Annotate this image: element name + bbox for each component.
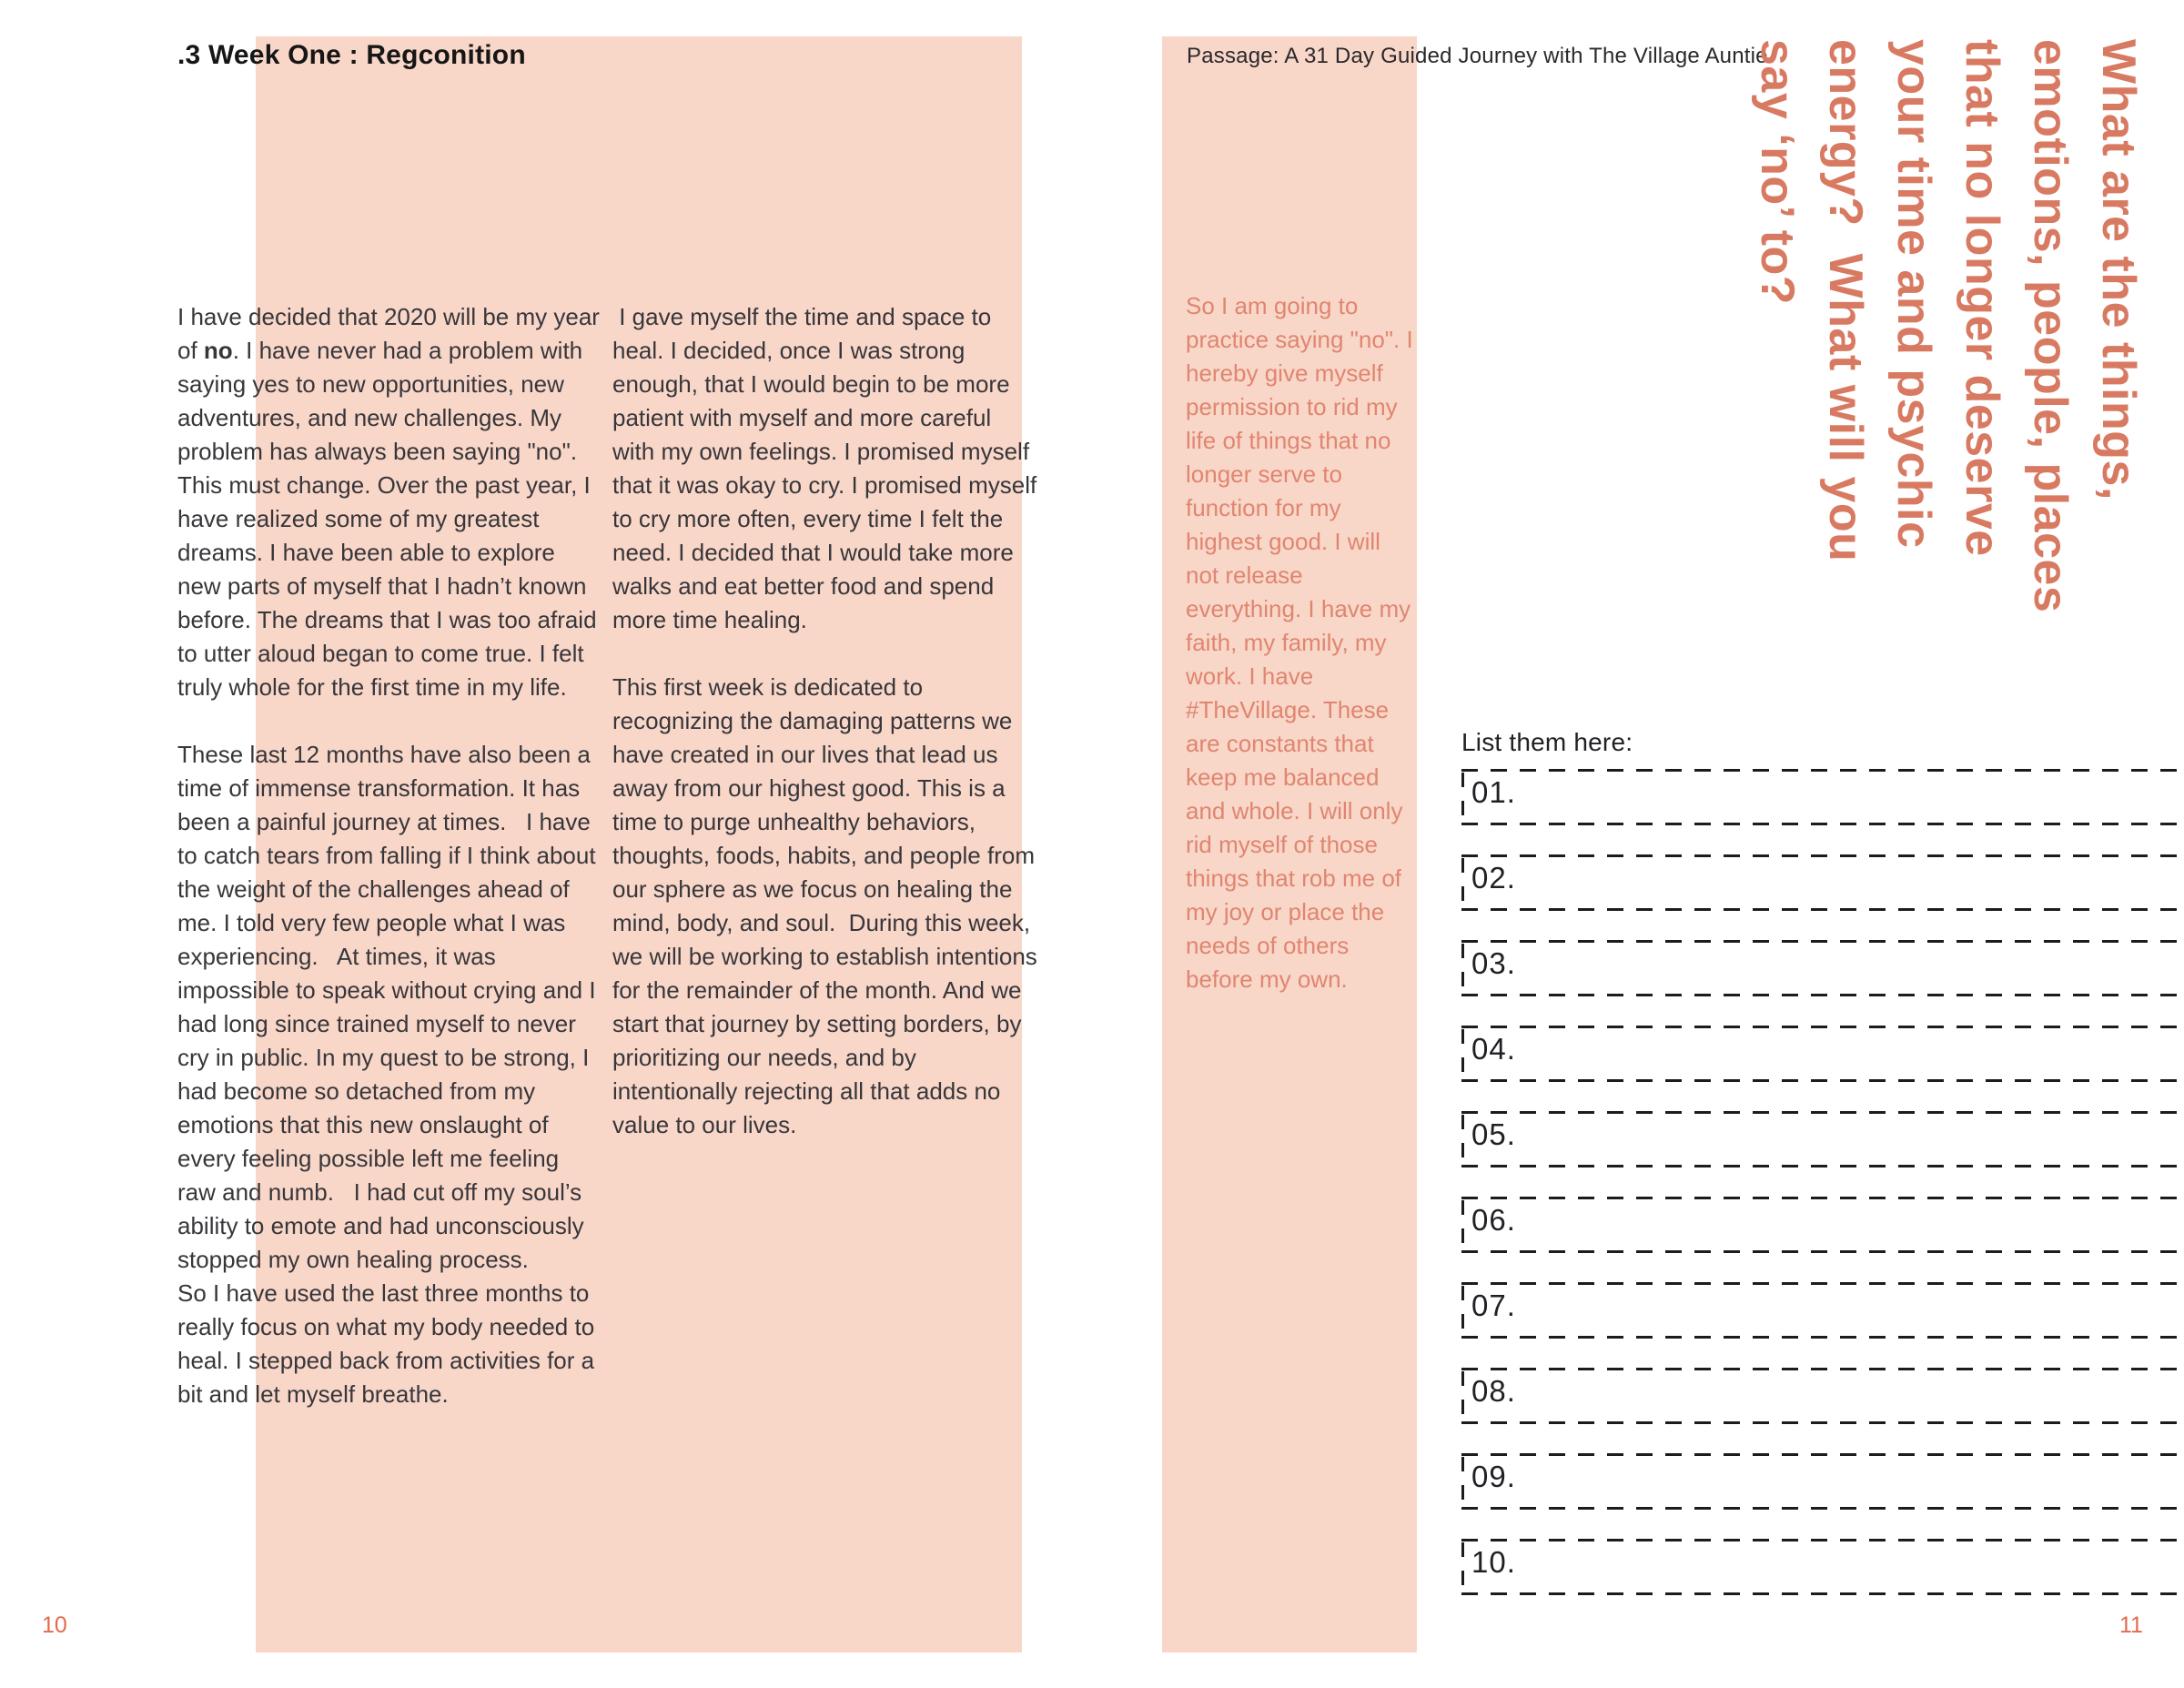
left-dash [1461,1542,1464,1592]
sidebar-note: So I am going to practice saying "no". I hereby give myself permission to rid my life of things that no longer serve to function for my highest good. I will not release everything. I have my faith, my family, my work. I have #TheVillage. These are constants that keep me balanced and whole. I will only rid myself of those things that rob me of my joy or place the needs of others before my own. [1186,292,1420,993]
list-item [1461,1368,2184,1424]
list-item-number: 01. [1471,775,1516,809]
rotated-question-heading [1741,39,2152,676]
list-item-number: 10. [1471,1545,1516,1579]
left-dash [1461,773,1464,822]
question-line: that no longer deserve [1956,39,2008,557]
page-number-right: 11 [2119,1612,2143,1638]
paragraph-5: This first week is dedicated to recognizing the damaging patterns we have created in our lives that lead us away from our highest good. This is a time to purge unhealthy behaviors, thoughts, foods, habits, and people from our sphere as we focus on healing the mind, body, and soul. During this week, we will be working to establish intentions for the remainder of the month. And we start that journey by setting borders, by prioritizing our needs, and by intentionally rejecting all that adds no value to our lives. [612,673,1045,1138]
question-line: your time and psychic [1887,39,1940,549]
list-item-number: 03. [1471,946,1516,980]
response-list [1461,769,2184,1624]
list-item [1461,1453,2184,1510]
question-line: What are the things, [2092,39,2145,500]
paragraph-1 [177,300,607,704]
right-page-header: Passage: A 31 Day Guided Journey with The Village Auntie [1187,44,1768,68]
bold-no: no [203,337,233,364]
list-item-number: 02. [1471,861,1516,895]
list-item-number: 05. [1471,1117,1516,1151]
left-dash [1461,1457,1464,1506]
question-line: emotions, people, places [2024,39,2077,613]
list-item [1461,1539,2184,1595]
question-line: energy? What will you [1819,39,1872,562]
left-dash [1461,1115,1464,1164]
left-column-1 [177,300,607,1411]
paragraph-1-rest: . I have never had a problem with saying yes to new opportunities, new adventures, and new challenges. My problem has always been saying "no". This must change. Over the past year, I have realized some of my greatest dreams. I have been able to explore new parts of myself that I hadn’t known before. The dreams that I was too afraid to utter aloud began to come true. I felt truly whole for the first time in my life. [177,337,603,701]
left-page-header: .3 Week One : Regconition [177,40,526,70]
paragraph-4: I gave myself the time and space to heal. I decided, once I was strong enough, that I would begin to be more patient with myself and more careful with my own feelings. I promised myself that it was okay to cry. I promised myself to cry more often, every time I felt the need. I decided that I would take more walks and eat better food and spend more time healing. [612,303,1044,633]
paragraph-2: These last 12 months have also been a time of immense transformation. It has been a painful journey at times. I have to catch tears from falling if I think about the weight of the challenges ahead of me. I told very few people what I was experiencing. At times, it was impossible to speak without crying and I had long since trained myself to never cry in public. In my quest to be strong, I had become so detached from my emotions that this new onslaught of every feeling possible left me feeling raw and numb. I had cut off my soul’s ability to emote and had unconsciously stopped my own healing process. [177,741,602,1273]
list-item-number: 06. [1471,1203,1516,1237]
list-item [1461,769,2184,825]
question-line: say ‘no’ to? [1751,39,1804,306]
list-item [1461,1282,2184,1339]
left-dash [1461,1200,1464,1249]
left-dash [1461,1371,1464,1420]
left-dash [1461,1286,1464,1335]
left-column-2 [612,300,1045,1142]
list-item-number: 09. [1471,1460,1516,1493]
left-dash [1461,858,1464,907]
left-dash [1461,944,1464,993]
list-item [1461,854,2184,911]
list-item [1461,1197,2184,1253]
list-item-number: 08. [1471,1374,1516,1408]
left-dash [1461,1029,1464,1078]
list-item [1461,1111,2184,1167]
list-item-number: 07. [1471,1289,1516,1322]
page-number-left: 10 [42,1612,67,1638]
list-item [1461,940,2184,996]
list-item [1461,1026,2184,1082]
paragraph-3: So I have used the last three months to really focus on what my body needed to heal. I stepped back from activities for a bit and let myself breathe. [177,1279,602,1408]
list-item-number: 04. [1471,1032,1516,1066]
list-label: List them here: [1461,728,1633,756]
paragraph-1-text: I have decided that 2020 will be my year of [177,303,607,364]
